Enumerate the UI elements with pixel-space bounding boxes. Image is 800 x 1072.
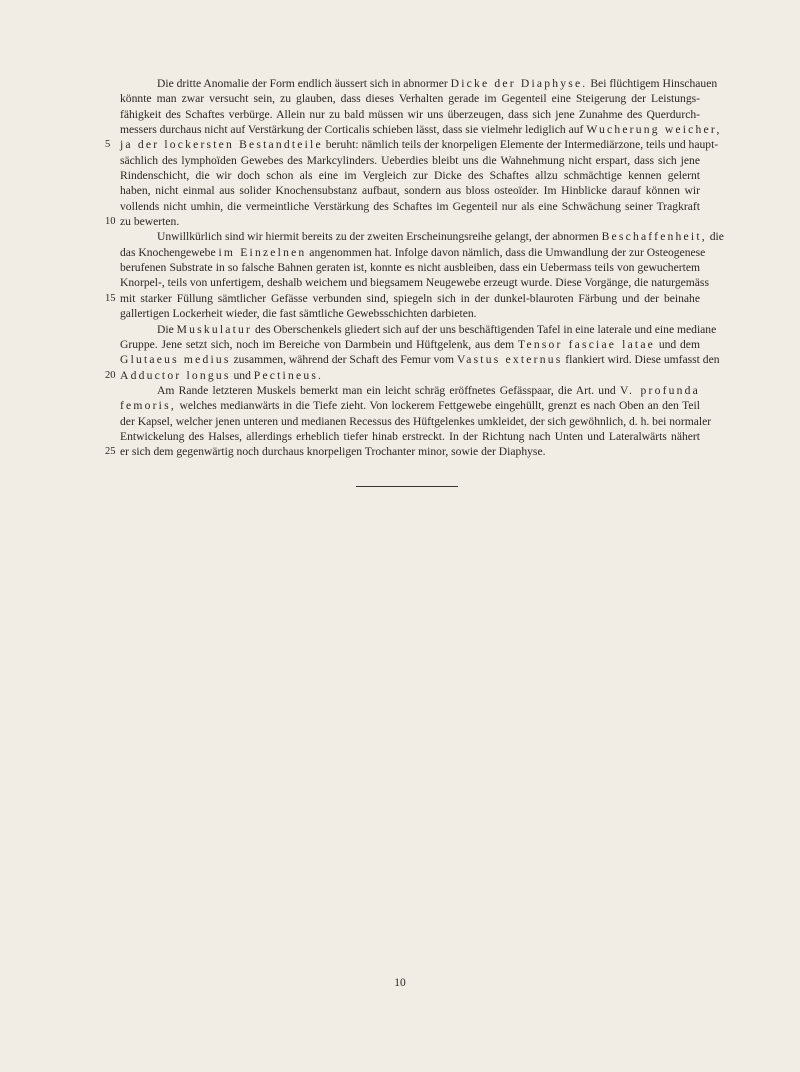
text-run: fähigkeit des Schaftes verbürge. Allein nur zu bald müssen wir uns überzeugen, dass sich jene Zunahme des Querdurch-	[120, 107, 700, 121]
text-run: das Knochengewebe	[120, 245, 219, 259]
text-line	[120, 275, 709, 290]
emphasized-term: Tensor fasciae latae	[518, 337, 656, 351]
text-line	[120, 260, 700, 275]
text-run: Die dritte Anomalie der Form endlich äussert sich in abnormer	[157, 77, 451, 90]
line-text	[120, 368, 700, 383]
text-line	[120, 153, 700, 168]
text-run: mit starker Füllung sämtlicher Gefässe verbunden sind, spiegeln sich in der dunkel-blauroten Färbung und der beinahe	[120, 291, 700, 305]
text-run: er sich dem gegenwärtig noch durchaus knorpeligen Trochanter minor, sowie der Diaphyse.	[120, 445, 546, 459]
text-line	[120, 168, 700, 183]
text-run: zu bewerten.	[120, 215, 180, 229]
text-run: könnte man zwar versucht sein, zu glauben, dass dieses Verhalten gerade im Gegenteil eine Steigerung der Leistungs-	[120, 92, 700, 106]
line-text	[120, 199, 700, 214]
text-line	[120, 107, 700, 122]
line-text	[120, 352, 720, 367]
emphasized-term: ja der lockersten Bestandteile	[120, 138, 323, 152]
page-number: 10	[394, 977, 406, 989]
line-text	[120, 398, 700, 413]
line-text	[120, 107, 700, 122]
emphasized-term: Muskulatur	[176, 322, 253, 336]
line-text	[120, 91, 700, 106]
line-text	[120, 245, 706, 260]
text-run: flankiert wird. Diese umfasst den	[562, 353, 720, 367]
emphasized-term: Beschaffenheit,	[601, 230, 707, 244]
line-number: 10	[105, 216, 116, 228]
emphasized-term: Wucherung weicher,	[586, 123, 722, 137]
text-run: Entwickelung des Halses, allerdings erheblich tiefer hinab erstreckt. In der Richtung nach Unten und Lateralwärts nähert	[120, 429, 700, 443]
text-run: der Kapsel, welcher jenen unteren und medianen Recessus des Hüftgelenkes umkleidet, der sich gewöhnlich, d. h. bei normaler	[120, 414, 712, 428]
line-text	[120, 414, 712, 429]
emphasized-term: Pectineus.	[253, 368, 324, 382]
line-number: 15	[105, 292, 116, 304]
text-run: die	[706, 230, 724, 244]
text-line	[120, 322, 717, 337]
text-line	[120, 337, 700, 352]
line-text	[120, 306, 700, 321]
text-run: beruht: nämlich teils der knorpeligen Elemente der Intermediärzone, teils und haupt-	[322, 138, 719, 152]
text-run: des Oberschenkels gliedert sich auf der uns beschäftigenden Tafel in eine laterale und eine mediane	[252, 322, 717, 336]
text-run: Unwillkürlich sind wir hiermit bereits zu der zweiten Erscheinungsreihe gelangt, der abnormen	[157, 230, 602, 244]
text-line	[120, 306, 700, 321]
text-line	[120, 429, 700, 444]
emphasized-term: Adductor longus	[120, 368, 231, 382]
text-run: und dem	[655, 337, 700, 351]
text-run: Art.	[575, 383, 595, 397]
text-run: Gruppe. Jene setzt sich, noch im Bereiche von Darmbein und Hüftgelenk, aus dem	[120, 337, 518, 351]
text-line	[120, 229, 724, 244]
line-text	[120, 429, 700, 444]
text-line	[120, 183, 700, 198]
emphasized-term: Glutaeus medius	[120, 353, 231, 367]
text-line	[120, 383, 700, 398]
text-run: und	[594, 383, 620, 397]
line-number: 25	[105, 446, 116, 458]
section-divider	[356, 486, 458, 487]
text-line	[120, 352, 720, 367]
text-run: vollends nicht umhin, die vermeintliche Verstärkung des Schaftes im Gegenteil nur als eine Schwächung seiner Tragkraft	[120, 199, 700, 213]
line-text	[120, 76, 718, 91]
text-line	[105, 368, 700, 383]
line-text	[120, 291, 700, 306]
text-run: welches medianwärts in die Tiefe zieht. Von lockerem Fettgewebe eingehüllt, grenzt es nach Oben an den Teil	[175, 399, 700, 413]
line-text	[120, 322, 717, 337]
body-text	[105, 76, 724, 460]
text-run: und	[230, 368, 254, 382]
line-number: 20	[105, 369, 116, 381]
text-run: sächlich des lymphoïden Gewebes des Markcylinders. Ueberdies bleibt uns die Wahnehmung nicht erspart, dass sich jene	[120, 153, 700, 167]
line-text	[120, 153, 700, 168]
line-text	[120, 183, 700, 198]
text-run: Bei flüchtigem Hinschauen	[587, 77, 718, 90]
text-line	[120, 245, 706, 260]
text-line	[105, 214, 700, 229]
text-line	[105, 137, 719, 152]
text-line	[120, 122, 722, 137]
line-number: 5	[105, 139, 111, 151]
line-text	[120, 137, 719, 152]
text-run: Die	[157, 322, 177, 336]
text-run: berufenen Substrate in so falsche Bahnen geraten ist, konnte es nicht ausbleiben, dass ein Uebermass teils von gewuchertem	[120, 261, 700, 275]
text-run: angenommen hat. Infolge davon nämlich, dass die Umwandlung der zur Osteogenese	[306, 245, 706, 259]
line-text	[120, 337, 700, 352]
emphasized-term: Vastus externus	[456, 353, 563, 367]
text-run: messers durchaus nicht auf Verstärkung der Corticalis schieben lässt, dass sie vielmehr lediglich auf	[120, 123, 587, 137]
line-text	[120, 275, 709, 290]
line-text	[120, 444, 700, 459]
line-text	[120, 214, 700, 229]
text-line	[120, 76, 718, 91]
text-run: haben, nicht einmal aus solider Knochensubstanz aufbaut, sondern aus bloss osteoïder. Im Hinblicke darauf können wir	[120, 184, 700, 198]
emphasized-term: Dicke der Diaphyse.	[450, 77, 588, 90]
text-line	[120, 414, 712, 429]
line-text	[120, 229, 724, 244]
text-run: Am Rande letzteren Muskels bemerkt man ein leicht schräg eröffnetes Gefässpaar, die	[157, 383, 576, 397]
text-line	[120, 398, 700, 413]
text-line	[120, 91, 700, 106]
line-text	[120, 383, 700, 398]
text-run: gallertigen Lockerheit wieder, die fast sämtliche Gewebsschichten darbieten.	[120, 307, 477, 321]
text-line	[120, 199, 700, 214]
text-line	[105, 444, 700, 459]
emphasized-term: V. profunda	[619, 383, 700, 397]
text-line	[105, 291, 700, 306]
emphasized-term: femoris,	[120, 399, 176, 413]
text-run: Rindenschicht, die wir doch schon als eine im Vergleich zur Dicke des Schaftes allzu schmächtige kennen gelernt	[120, 169, 700, 183]
emphasized-term: im Einzelnen	[218, 245, 307, 259]
text-run: Knorpel-, teils von unfertigem, deshalb weichem und biegsamem Neugewebe erzeugt wurde. Diese Vorgänge, die naturgemäss	[120, 276, 709, 290]
line-text	[120, 260, 700, 275]
text-run: zusammen, während der Schaft des Femur vom	[230, 353, 457, 367]
line-text	[120, 122, 722, 137]
line-text	[120, 168, 700, 183]
